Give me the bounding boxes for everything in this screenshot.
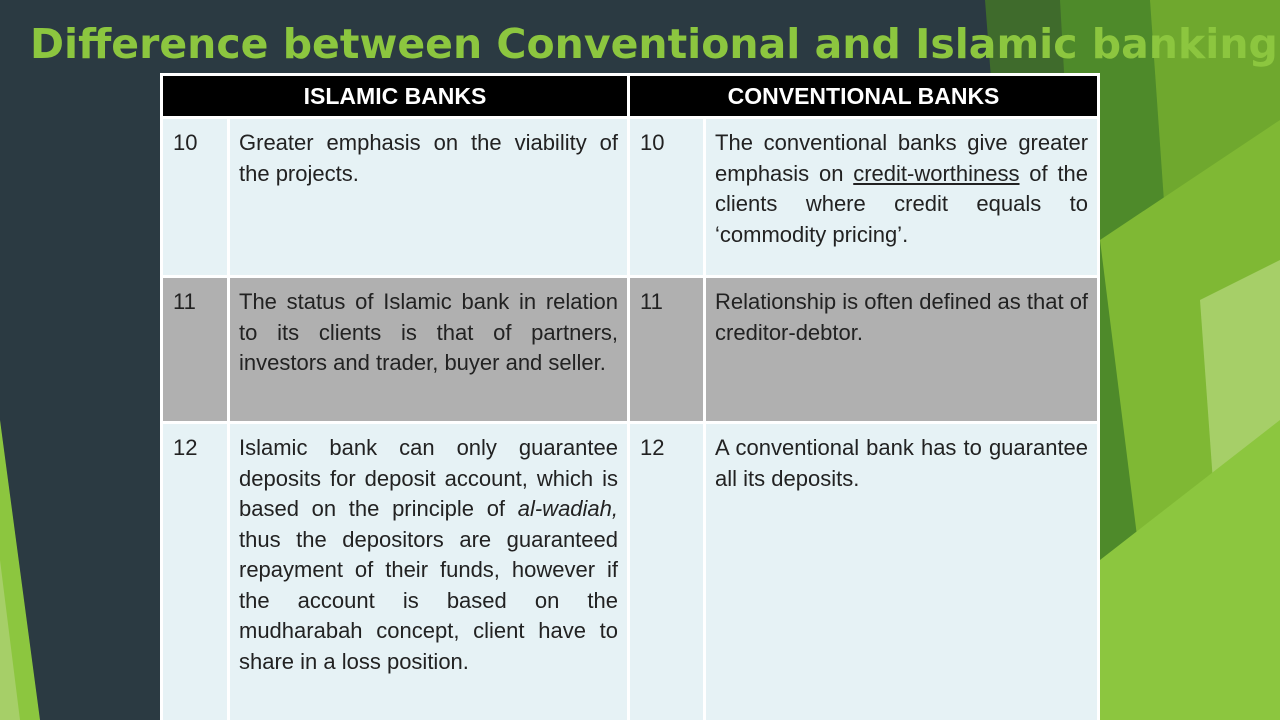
islamic-row-number: 12 bbox=[163, 424, 227, 720]
slide-title: Difference between Conventional and Islamic banking bbox=[30, 20, 1278, 68]
conventional-row-number: 12 bbox=[630, 424, 703, 720]
islamic-row-number: 10 bbox=[163, 119, 227, 275]
conventional-cell-text: A conventional bank has to guarantee all its deposits. bbox=[706, 424, 1097, 720]
islamic-cell-text bbox=[230, 424, 627, 720]
conventional-cell-text: Relationship is often defined as that of creditor-debtor. bbox=[706, 278, 1097, 421]
conventional-text-part: The conventional banks give greater emphasis on bbox=[715, 130, 1089, 186]
table-row bbox=[163, 278, 1097, 421]
header-islamic-banks: ISLAMIC BANKS bbox=[163, 76, 627, 116]
conventional-row-number: 11 bbox=[630, 278, 703, 421]
underlined-term: credit-worthiness bbox=[853, 160, 1020, 186]
header-conventional-banks: CONVENTIONAL BANKS bbox=[630, 76, 1097, 116]
islamic-text-part: thus the depositors are guaranteed repayment of their funds, however if the account is based on the mudharabah concept, client have to share in a loss position. bbox=[239, 526, 619, 674]
islamic-cell-text: Greater emphasis on the viability of the projects. bbox=[230, 119, 627, 275]
italic-term: al-wadiah, bbox=[517, 496, 619, 521]
comparison-table-container bbox=[160, 73, 1100, 720]
conventional-row-number: 10 bbox=[630, 119, 703, 275]
islamic-row-number: 11 bbox=[163, 278, 227, 421]
comparison-table bbox=[160, 73, 1100, 720]
islamic-cell-text: The status of Islamic bank in relation to its clients is that of partners, investors and trader, buyer and seller. bbox=[230, 278, 627, 421]
islamic-text-part: Islamic bank can only guarantee deposits for deposit account, which is based on the principle of bbox=[239, 435, 619, 521]
table-row bbox=[163, 119, 1097, 275]
table-header-row bbox=[163, 76, 1097, 116]
conventional-cell-text bbox=[706, 119, 1097, 275]
table-row bbox=[163, 424, 1097, 720]
conventional-text-part: of the clients where credit equals to ‘commodity pricing’. bbox=[715, 160, 1089, 247]
